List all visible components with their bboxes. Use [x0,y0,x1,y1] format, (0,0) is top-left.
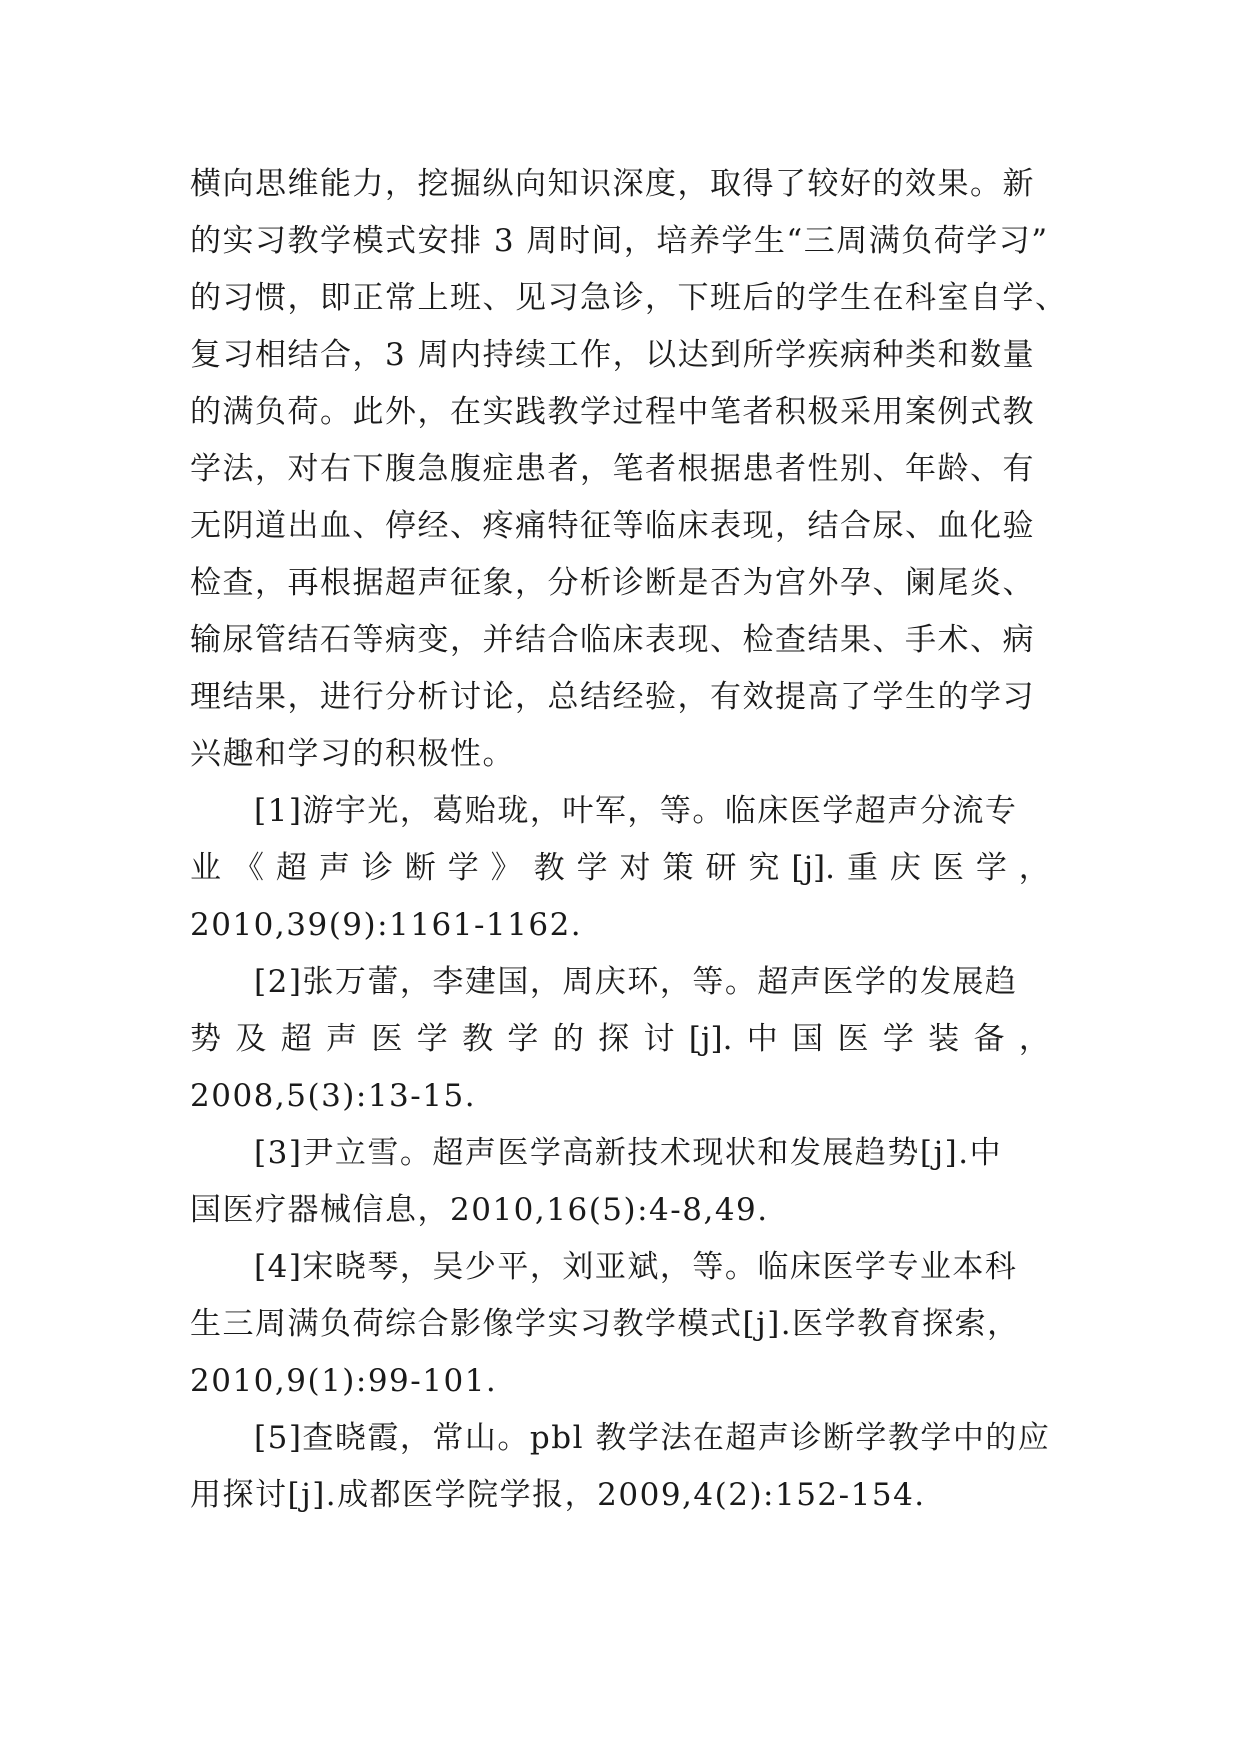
reference-justified-line [190,840,1050,897]
paragraph-line: 无阴道出血、停经、疼痛特征等临床表现，结合尿、血化验 [190,508,1035,544]
reference-token: 势 [190,1021,221,1057]
paragraph-line: 横向思维能力，挖掘纵向知识深度，取得了较好的效果。新 [190,166,1035,202]
reference-token: 学 [447,850,479,886]
reference-token: 学 [416,1021,448,1057]
reference-token: 学 [975,850,1007,886]
reference-line: [2]张万蕾，李建国，周庆环，等。超声医学的发展趋 [254,964,1018,1000]
reference-line: [4]宋晓琴，吴少平，刘亚斌，等。临床医学专业本科 [254,1249,1018,1285]
paragraph-line: 复习相结合，3 周内持续工作，以达到所学疾病种类和数量 [190,337,1036,373]
reference-token: 声 [318,850,350,886]
reference-token: 装 [928,1021,960,1057]
reference-line: 2010,39(9):1161-1162. [190,907,583,943]
reference-token: 医 [932,850,964,886]
paragraph-line: 检查，再根据超声征象，分析诊断是否为宫外孕、阑尾炎、 [190,565,1035,601]
paragraph-line: 的习惯，即正常上班、见习急诊，下班后的学生在科室自学、 [190,280,1068,316]
paragraph-line: 理结果，进行分析讨论，总结经验，有效提高了学生的学习 [190,679,1035,715]
paragraph-line: 输尿管结石等病变，并结合临床表现、检查结果、手术、病 [190,622,1035,658]
reference-token: 教 [462,1021,494,1057]
reference-list [190,783,1050,1524]
reference-token: 超 [280,1021,312,1057]
reference-token: 超 [275,850,307,886]
reference-token: 重 [846,850,878,886]
reference-line: [3]尹立雪。超声医学高新技术现状和发展趋势[j].中 [254,1135,1003,1171]
document-page [190,156,1068,1524]
reference-token: 声 [326,1021,358,1057]
reference-1 [190,783,1050,954]
reference-token: [j]. [688,1021,733,1057]
reference-justified-line [190,1011,1050,1068]
reference-line: 国医疗器械信息，2010,16(5):4-8,49. [190,1192,769,1228]
reference-2 [190,954,1050,1125]
reference-token: 及 [235,1021,267,1057]
reference-token: 国 [792,1021,824,1057]
reference-token: 医 [837,1021,869,1057]
reference-token: 中 [746,1021,778,1057]
reference-token: 》 [490,850,522,886]
reference-token: 讨 [643,1021,675,1057]
reference-token: 学 [507,1021,539,1057]
reference-3 [190,1125,1050,1239]
reference-token: 的 [552,1021,584,1057]
reference-token: ， [1018,1021,1050,1057]
reference-token: 学 [882,1021,914,1057]
paragraph-line: 兴趣和学习的积极性。 [190,736,515,772]
reference-token: 备 [973,1021,1005,1057]
reference-token: 业 [190,850,221,886]
reference-line: 2008,5(3):13-15. [190,1078,477,1114]
reference-token: 对 [619,850,651,886]
paragraph-line: 的满负荷。此外，在实践教学过程中笔者积极采用案例式教 [190,394,1035,430]
reference-token: 断 [404,850,436,886]
reference-line: 用探讨[j].成都医学院学报，2009,4(2):152-154. [190,1477,926,1513]
reference-line: [5]查晓霞，常山。pbl 教学法在超声诊断学教学中的应 [254,1420,1051,1456]
reference-token: 教 [533,850,565,886]
reference-5 [190,1410,1050,1524]
reference-token: ， [1018,850,1050,886]
reference-token: [j]. [791,850,835,886]
reference-line: 生三周满负荷综合影像学实习教学模式[j].医学教育探索， [190,1306,1020,1342]
reference-token: 学 [576,850,608,886]
reference-line: 2010,9(1):99-101. [190,1363,498,1399]
reference-token: 《 [232,850,264,886]
paragraph-line: 的实习教学模式安排 3 周时间，培养学生“三周满负荷学习” [190,223,1049,259]
reference-4 [190,1239,1050,1410]
reference-token: 探 [598,1021,630,1057]
reference-token: 究 [748,850,780,886]
reference-token: 诊 [361,850,393,886]
reference-token: 研 [705,850,737,886]
reference-token: 医 [371,1021,403,1057]
body-paragraph [190,156,1068,783]
paragraph-line: 学法，对右下腹急腹症患者，笔者根据患者性别、年龄、有 [190,451,1035,487]
reference-line: [1]游宇光，葛贻珑，叶军，等。临床医学超声分流专 [254,793,1018,829]
reference-token: 庆 [889,850,921,886]
reference-token: 策 [662,850,694,886]
